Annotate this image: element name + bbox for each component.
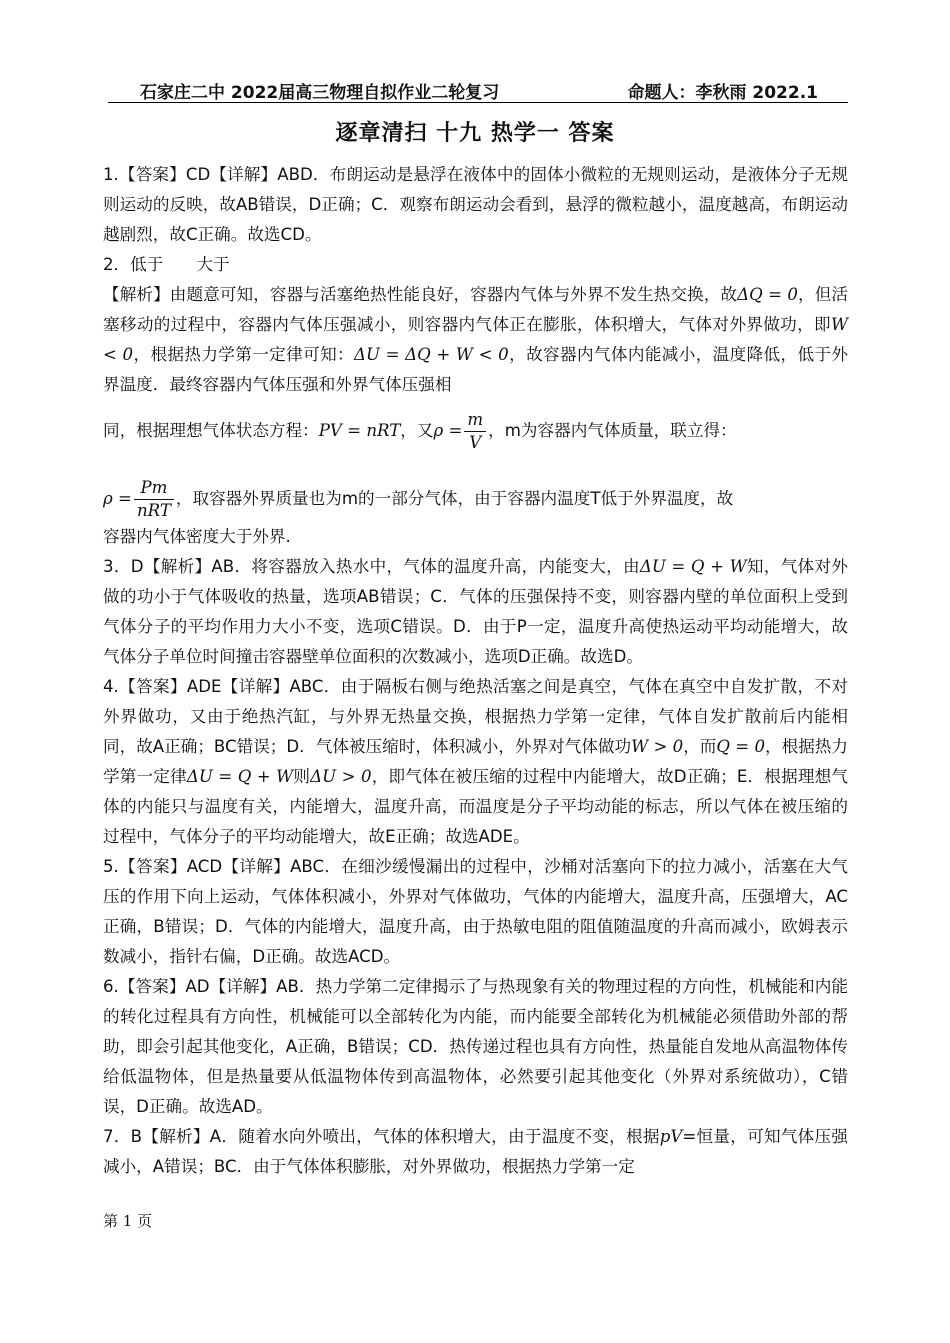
answer-2-density: ρ = $\frac{Pm}{\text{nRT}}$ ，取容器外界质量也为m的一部分气体，由于容器内温度T低于外界温度，故: [103, 478, 734, 520]
fraction: $\frac{m}{V}$: [464, 409, 486, 454]
equation: ρ =: [433, 421, 463, 440]
answer-2-conclusion: 容器内气体密度大于外界.: [103, 527, 291, 546]
equation: ΔU = Q + W: [639, 557, 747, 576]
equation: PV = nRT: [318, 421, 401, 440]
equation: pV: [659, 1127, 683, 1146]
equation: W < 0: [103, 315, 848, 364]
answer-2-state-equation: 同，根据理想气体状态方程：PV = nRT，又ρ = $\frac{m}{V}$ ，m为容器内气体质量，联立得：: [103, 410, 737, 452]
equation: ΔQ = 0: [737, 285, 798, 304]
equation: Q = 0: [716, 737, 766, 756]
equation: ΔU > 0: [310, 767, 372, 786]
equation: ΔU = ΔQ + W < 0: [354, 345, 509, 364]
page-header: [108, 76, 848, 103]
answer-6: 6.【答案】AD【详解】AB．热力学第二定律揭示了与热现象有关的物理过程的方向性，机械能和内能的转化过程具有方向性，机械能可以全部转化为内能，而内能要全部转化为机械能必须借助外部的帮助，即会引起其他变化，A正确，B错误；CD．热传递过程也具有方向性，热量能自发地从高温物体传给低温物体，但是热量要从低温物体传到高温物体，必然要引起其他变化（外界对系统做功），C错误，D正确。故选AD。: [103, 977, 848, 1116]
document-title: 逐章清扫 十九 热学一 答案: [335, 121, 615, 146]
equation: ΔU = Q + W: [186, 767, 294, 786]
answer-7: 7．B【解析】A．随着水向外喷出，气体的体积增大，由于温度不变，根据pV=恒量，可知气体压强减小，A错误；BC．由于气体体积膨胀，对外界做功，根据热力学第一定: [103, 1127, 849, 1176]
answer-4: 4.【答案】ADE【详解】ABC．由于隔板右侧与绝热活塞之间是真空，气体在真空中自发扩散，不对外界做功，又由于绝热汽缸，与外界无热量交换，根据热力学第一定律，气体自发扩散前后内能相同，故A正确；BC错误；D．气体被压缩时，体积减小，外界对气体做功W > 0，而Q = 0，根据热力学第一定律ΔU = Q + W则ΔU > 0，即气体在被压缩的过程中内能增大，故D正确；E．根据理想气体的内能只与温度有关，内能增大，温度升高，而温度是分子平均动能的标志，所以气体在被压缩的过程中，气体分子的平均动能增大，故E正确；故选ADE。: [103, 677, 849, 846]
equation: ρ =: [103, 489, 132, 508]
fraction: $\frac{Pm}{\text{nRT}}$: [134, 477, 174, 522]
answer-3: 3．D【解析】AB．将容器放入热水中，气体的温度升高，内能变大，由ΔU = Q + W知，气体对外做的功小于气体吸收的热量，选项AB错误；C．气体的压强保持不变，则容器内壁的单位面积上受到气体分子的平均作用力大小不变，选项C错误。D．由于P一定，温度升高使热运动平均动能增大，故气体分子单位时间撞击容器壁单位面积的次数减小，选项D正确。故选D。: [103, 557, 848, 666]
equation: W > 0: [631, 737, 684, 756]
answer-1: 1.【答案】CD【详解】ABD．布朗运动是悬浮在液体中的固体小微粒的无规则运动，是液体分子无规则运动的反映，故AB错误，D正确；C．观察布朗运动会看到，悬浮的微粒越小，温度越高，布朗运动越剧烈，故C正确。故选CD。: [103, 165, 848, 244]
header-school-course: 石家庄二中 2022届高三物理自拟作业二轮复习: [140, 83, 500, 103]
header-author-date: 命题人：李秋雨 2022.1: [627, 83, 818, 103]
answer-2: 2．低于 大于: [103, 255, 230, 274]
answer-5: 5.【答案】ACD【详解】ABC．在细沙缓慢漏出的过程中，沙桶对活塞向下的拉力减小，活塞在大气压的作用下向上运动，气体体积减小，外界对气体做功，气体的内能增大，温度升高，压强增大，AC正确，B错误；D．气体的内能增大，温度升高，由于热敏电阻的阻值随温度的升高而减小，欧姆表示数减小，指针右偏，D正确。故选ACD。: [103, 857, 848, 966]
answer-body: [103, 160, 848, 1182]
answer-2-analysis: 【解析】由题意可知，容器与活塞绝热性能良好，容器内气体与外界不发生热交换，故ΔQ = 0，但活塞移动的过程中，容器内气体压强减小，则容器内气体正在膨胀，体积增大，气体对外界做功，即W < 0，根据热力学第一定律可知：ΔU = ΔQ + W < 0，故容器内气体内能减小，温度降低，低于外界温度．最终容器内气体压强和外界气体压强相: [103, 285, 849, 394]
page-number: 第 1 页: [103, 1212, 153, 1230]
